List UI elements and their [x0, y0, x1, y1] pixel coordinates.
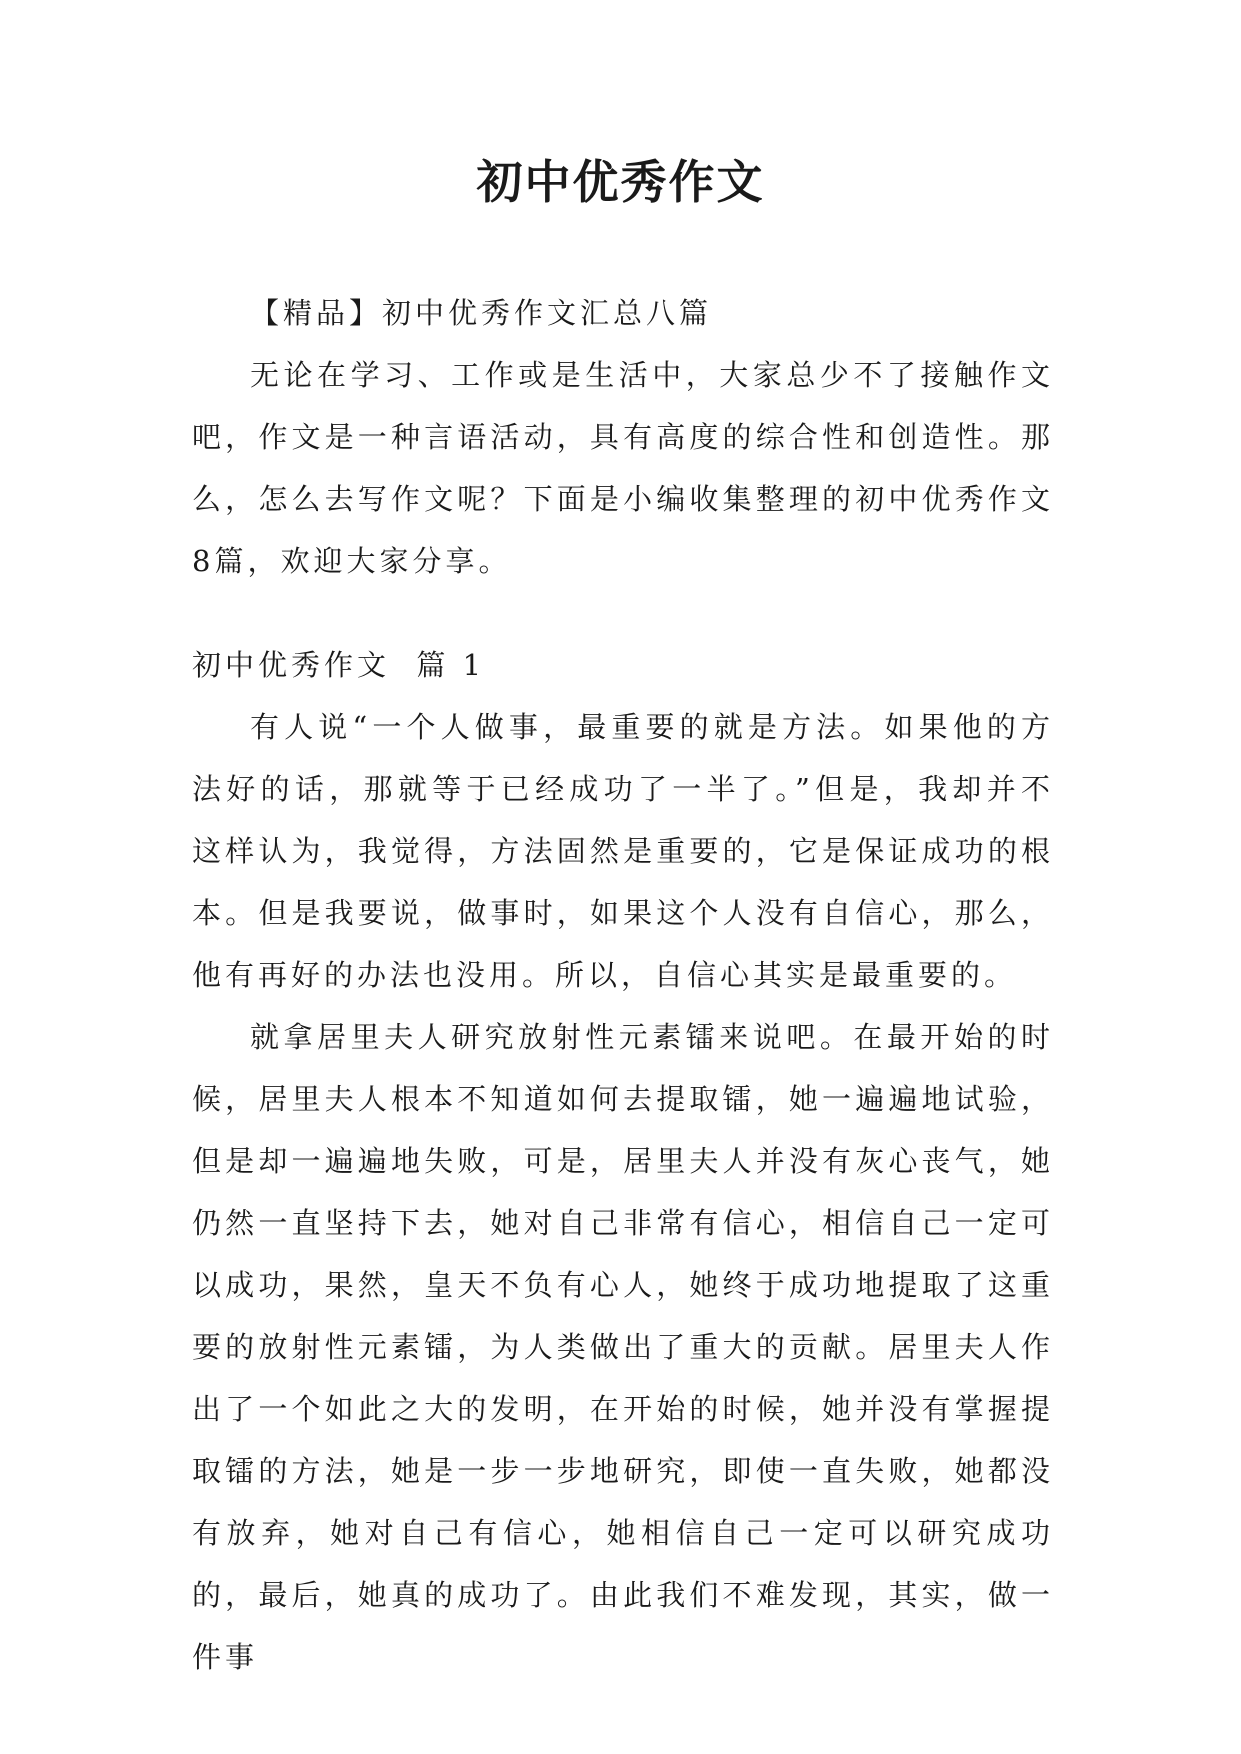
document-subtitle-block	[192, 282, 1054, 344]
article-body	[192, 696, 1054, 1688]
article-paragraph-1: 有人说“一个人做事，最重要的就是方法。如果他的方法好的话，那就等于已经成功了一半了。”但是，我却并不这样认为，我觉得，方法固然是重要的，它是保证成功的根本。但是我要说，做事时，如果这个人没有自信心，那么，他有再好的办法也没用。所以，自信心其实是最重要的。	[192, 710, 1054, 992]
article-paragraph-2: 就拿居里夫人研究放射性元素镭来说吧。在最开始的时候，居里夫人根本不知道如何去提取镭，她一遍遍地试验，但是却一遍遍地失败，可是，居里夫人并没有灰心丧气，她仍然一直坚持下去，她对自己非常有信心，相信自己一定可以成功，果然，皇天不负有心人，她终于成功地提取了这重要的放射性元素镭，为人类做出了重大的贡献。居里夫人作出了一个如此之大的发明，在开始的时候，她并没有掌握提取镭的方法，她是一步一步地研究，即使一直失败，她都没有放弃，她对自己有信心，她相信自己一定可以研究成功的，最后，她真的成功了。由此我们不难发现，其实，做一件事	[192, 1020, 1054, 1674]
intro-paragraph: 无论在学习、工作或是生活中，大家总少不了接触作文吧，作文是一种言语活动，具有高度的综合性和创造性。那么，怎么去写作文呢？下面是小编收集整理的初中优秀作文8篇，欢迎大家分享。	[192, 358, 1054, 578]
intro-block	[192, 344, 1054, 592]
document-title: 初中优秀作文	[476, 155, 765, 209]
document-subtitle: 【精品】初中优秀作文汇总八篇	[250, 296, 713, 330]
section-heading: 初中优秀作文 篇 1	[192, 648, 486, 682]
